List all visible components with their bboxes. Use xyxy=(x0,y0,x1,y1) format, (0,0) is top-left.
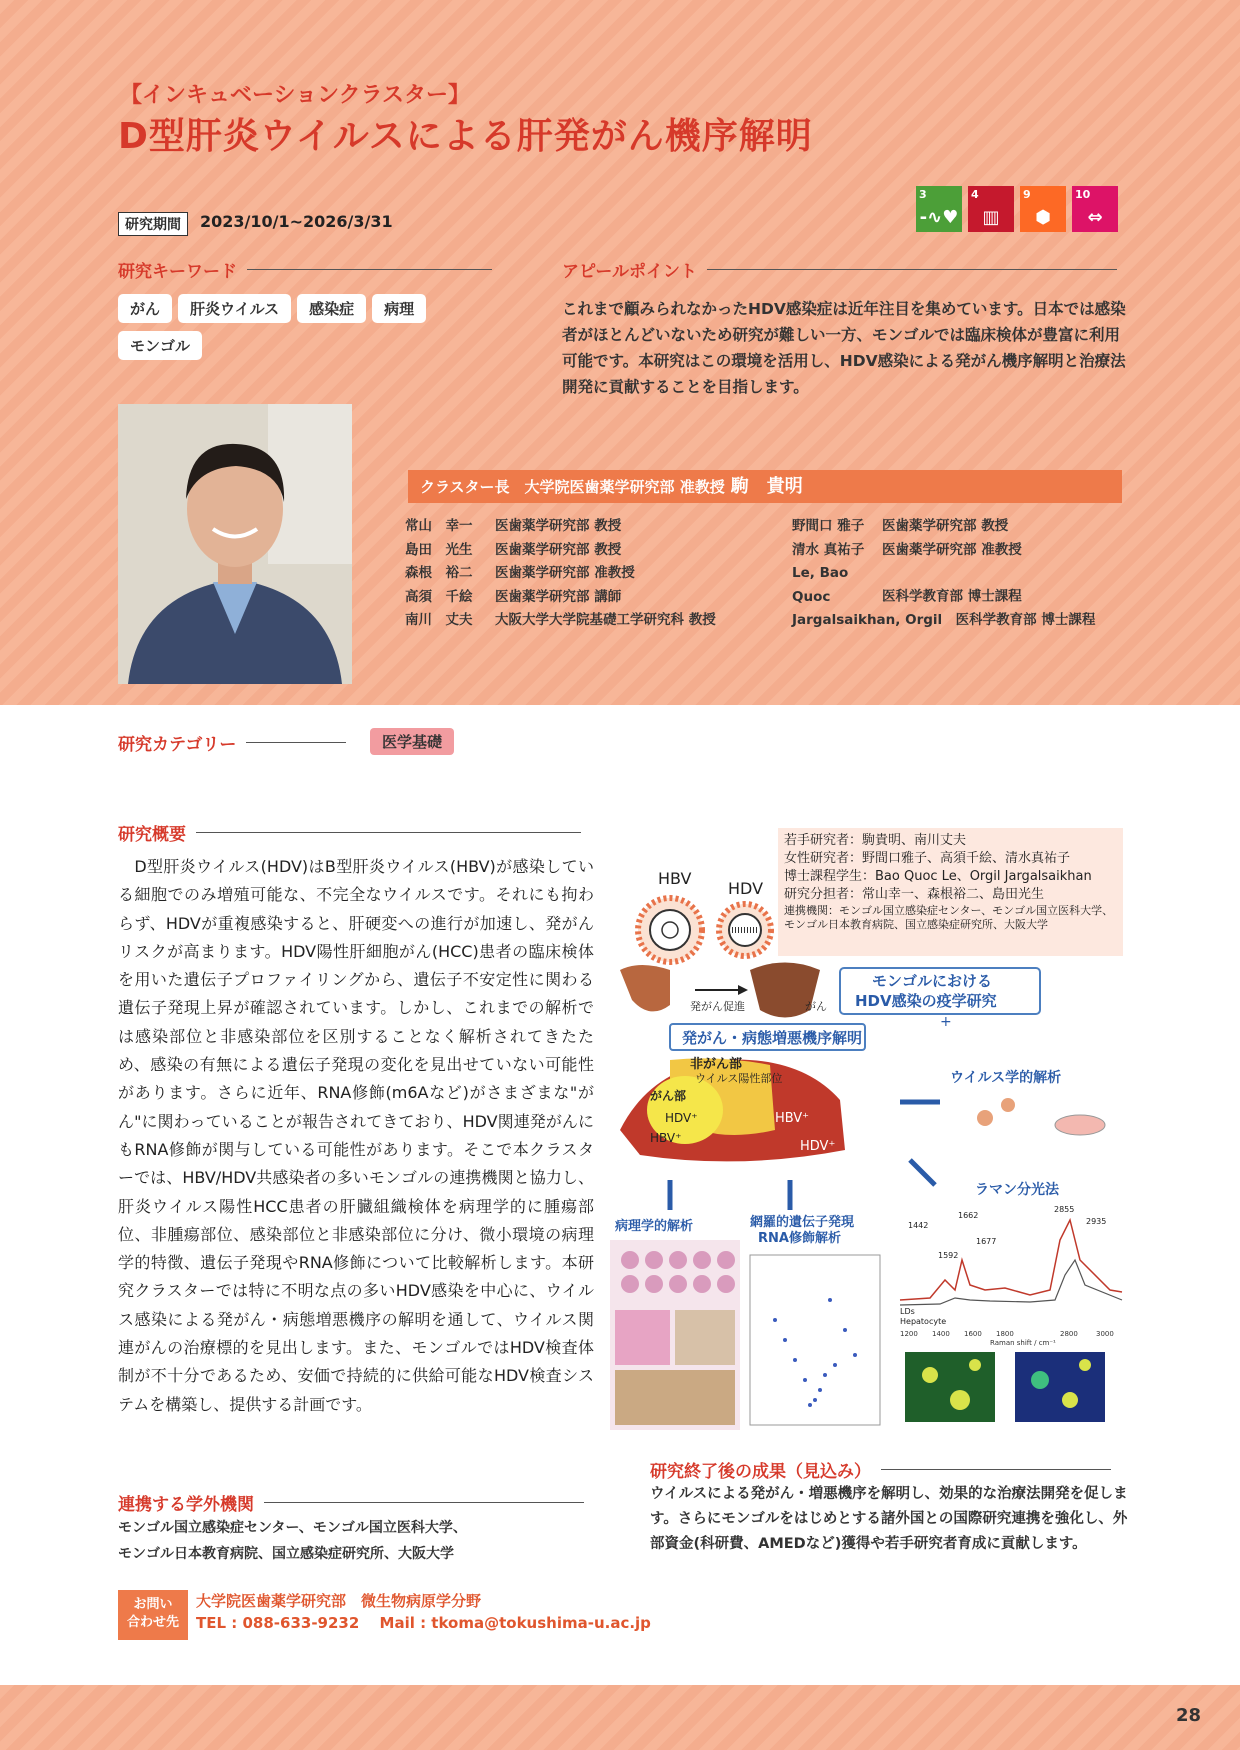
raman-peak: 1662 xyxy=(958,1211,979,1220)
info-line: 連携機関：モンゴル国立感染症センター、モンゴル国立医科大学、モンゴル日本教育病院、国立感染症研究所、大阪大学 xyxy=(784,904,1114,931)
carcinogenesis-label: 発がん促進 xyxy=(690,1000,745,1013)
he-stain-image xyxy=(615,1310,670,1365)
member-role: 医歯薬学研究部 講師 xyxy=(495,588,622,605)
raman-spectrum xyxy=(895,1215,1125,1315)
results-text: ウイルスによる発がん・増悪機序を解明し、効果的な治療法開発を促します。さらにモンゴルをはじめとする諸外国との国際研究連携を強化し、外部資金(科研費、AMEDなど)獲得や若手研究者育成に貢献します。 xyxy=(650,1486,1128,1552)
leader-name: 駒 貴明 xyxy=(730,476,803,497)
plus-sign: + xyxy=(940,1014,952,1030)
overview-body: D型肝炎ウイルス(HDV)はB型肝炎ウイルス(HBV)が感染している細胞でのみ増殖可能な、不完全なウイルスです。それにも拘わらず、HDVが重複感染すると、肝硬変への進行が加速し、発がんリスクが高まります。HDV陽性肝細胞がん(HCC)患者の臨床検体を用いた遺伝子プロファイリングから、遺伝子不安定性に関わる遺伝子発現上昇が確認されています。しかし、これまでの解析では感染部位と非感染部位を区別することなく解析されてきたため、感染の有無による遺伝子発現の変化を見出せていない可能性があります。さらに近年、RNA修飾(m6Aなど)がさまざまな"がん"に関わっていることが報告されてきており、HDV関連発がんにもRNA修飾が関与している可能性があります。そこで本クラスターでは、HBV/HDV共感染者の多いモンゴルの連携機関と協力し、肝炎ウイルス陽性HCC患者の肝臓組織検体を病理学的に腫瘍部位、非腫瘍部位、感染部位と非感染部位に分け、微小環境の病理学的特徴、遺伝子発現やRNA修飾について比較解析します。本研究クラスターでは特に不明な点の多いHDV感染を中心に、ウイルス感染による発がん・病態増悪機序の解明を通して、ウイルス関連がんの治療標的を見出します。また、モンゴルではHDV検査体制が不十分であるため、安価で持続的に供給可能なHDV検査システムを構築し、提供する計画です。 xyxy=(118,857,594,1414)
member-role: 医歯薬学研究部 教授 xyxy=(495,541,622,558)
keyword-tag: モンゴル xyxy=(118,331,202,360)
raman-label: ラマン分光法 xyxy=(975,1182,1059,1198)
virology-label: ウイルス学的解析 xyxy=(950,1070,1062,1086)
appeal-heading-text: アピールポイント xyxy=(562,262,697,282)
raman-peak: 1592 xyxy=(938,1251,959,1260)
leader-label: クラスター長 大学院医歯薬学研究部 准教授 xyxy=(420,478,725,496)
raman-peak: 2855 xyxy=(1054,1205,1075,1214)
category-heading-text: 研究カテゴリー xyxy=(118,735,237,755)
equality-icon: ⇔ xyxy=(1087,207,1103,228)
keyword-list xyxy=(118,294,438,360)
member-role: 医科学教育部 博士課程 xyxy=(882,588,1022,605)
member-row xyxy=(792,515,1132,539)
member-name: 島田 光生 xyxy=(405,541,473,558)
raman-xlabel: Raman shift / cm⁻¹ xyxy=(990,1339,1056,1347)
raman-peak: 1442 xyxy=(908,1221,929,1230)
raman-ticks xyxy=(900,1330,1114,1338)
contact-department: 大学院医歯薬学研究部 微生物病原学分野 xyxy=(196,1592,482,1610)
divider xyxy=(247,269,492,270)
partners-text xyxy=(118,1515,598,1567)
sdg-number: 4 xyxy=(971,188,979,201)
member-name: 野間口 雅子 xyxy=(792,518,865,534)
contact-label-line: 合わせ先 xyxy=(126,1615,179,1630)
genomics-label-1: 網羅的遺伝子発現 xyxy=(750,1215,855,1230)
cancer-part-label: がん部 xyxy=(650,1089,687,1103)
partners-heading-text: 連携する学外機関 xyxy=(118,1495,254,1515)
member-role: 医歯薬学研究部 准教授 xyxy=(882,541,1022,558)
member-role: 大阪大学大学院基礎工学研究科 教授 xyxy=(495,612,716,628)
member-name: 南川 丈夫 xyxy=(405,612,473,628)
cluster-type: 【インキュベーションクラスター】 xyxy=(120,83,471,108)
svg-text:2800: 2800 xyxy=(1060,1330,1078,1338)
raman-legend: LDs xyxy=(900,1307,915,1316)
book-icon: ▥ xyxy=(982,207,1000,228)
research-figure xyxy=(610,860,1130,1460)
contact-label xyxy=(118,1590,188,1640)
hbv-positive-label-2: HBV⁺ xyxy=(775,1111,810,1126)
footer-background xyxy=(0,1685,1240,1750)
raman-legend: Hepatocyte xyxy=(900,1317,947,1326)
info-line: 女性研究者：野間口雅子、高須千絵、清水真祐子 xyxy=(784,851,1071,866)
info-line: 博士課程学生：Bao Quoc Le、Orgil Jargalsaikhan xyxy=(784,869,1092,884)
period-label: 研究期間 xyxy=(118,212,188,236)
category-badge: 医学基礎 xyxy=(370,728,454,755)
overview-heading-text: 研究概要 xyxy=(118,825,186,845)
partners-line: モンゴル国立感染症センター、モンゴル国立医科大学、 xyxy=(118,1520,467,1536)
virus-particle-icon xyxy=(977,1110,993,1126)
raman-image-2 xyxy=(1015,1352,1105,1422)
hdv-label: HDV xyxy=(728,879,764,898)
contact-tel-mail[interactable]: TEL : 088-633-9232 Mail : tkoma@tokushima-u.ac.jp xyxy=(196,1614,651,1632)
member-name: 森根 裕二 xyxy=(405,565,473,581)
raman-peak: 1677 xyxy=(976,1237,997,1246)
divider xyxy=(881,1469,1111,1470)
member-name: Le, Bao Quoc xyxy=(792,565,849,605)
partners-heading xyxy=(118,1490,584,1515)
keyword-tag: 肝炎ウイルス xyxy=(178,294,291,323)
sdg-10-icon xyxy=(1072,186,1118,232)
appeal-heading xyxy=(562,257,1117,282)
svg-text:1400: 1400 xyxy=(932,1330,950,1338)
overview-text xyxy=(118,853,594,1419)
info-line: 研究分担者：常山幸一、森根裕二、島田光生 xyxy=(784,887,1045,902)
results-heading-text: 研究終了後の成果（見込み） xyxy=(650,1462,871,1482)
sdg-number: 9 xyxy=(1023,188,1031,201)
mongol-title-2: HDV感染の疫学研究 xyxy=(855,992,997,1010)
virus-particle-icon xyxy=(1001,1098,1015,1112)
sdg-9-icon xyxy=(1020,186,1066,232)
virus-positive-label: ウイルス陽性部位 xyxy=(695,1072,783,1085)
svg-text:1800: 1800 xyxy=(996,1330,1014,1338)
hbv-label: HBV xyxy=(658,869,692,888)
keyword-tag: 感染症 xyxy=(297,294,366,323)
sdg-3-icon xyxy=(916,186,962,232)
overview-heading xyxy=(118,820,581,845)
results-heading xyxy=(650,1457,1111,1482)
svg-text:3000: 3000 xyxy=(1096,1330,1114,1338)
divider xyxy=(707,269,1117,270)
hbv-virus-icon xyxy=(638,898,702,962)
page-title: D型肝炎ウイルスによる肝発がん機序解明 xyxy=(118,116,813,157)
member-role: 医歯薬学研究部 教授 xyxy=(882,518,1009,534)
leader-photo xyxy=(118,404,352,684)
member-row xyxy=(792,562,1132,609)
member-row xyxy=(405,515,785,539)
ihc-stain-image xyxy=(675,1310,735,1365)
svg-text:1600: 1600 xyxy=(964,1330,982,1338)
pathology-label: 病理学的解析 xyxy=(615,1219,694,1234)
sdg-icons xyxy=(916,186,1118,232)
hdv-positive-label-2: HDV⁺ xyxy=(800,1139,836,1154)
member-name: 清水 真祐子 xyxy=(792,541,865,558)
divider xyxy=(264,1502,584,1503)
partners-line: モンゴル日本教育病院、国立感染症研究所、大阪大学 xyxy=(118,1546,454,1562)
divider xyxy=(246,742,346,743)
keyword-tag: がん xyxy=(118,294,172,323)
member-list-left xyxy=(405,515,785,633)
cluster-leader-bar xyxy=(408,470,1122,503)
member-row xyxy=(405,586,785,610)
heart-pulse-icon: -∿♥ xyxy=(919,207,959,228)
raman-image-1 xyxy=(905,1352,995,1422)
cancer-label: がん xyxy=(805,1000,827,1013)
appeal-text: これまで顧みられなかったHDV感染症は近年注目を集めています。日本では感染者がほとんどいないため研究が難しい一方、モンゴルでは臨床検体が豊富に利用可能です。本研究はこの環境を活用し、HDV感染による発がん機序解明と治療法開発に貢献することを目指します。 xyxy=(562,300,1126,396)
member-role: 医科学教育部 博士課程 xyxy=(955,612,1096,628)
noncancer-label: 非がん部 xyxy=(690,1057,743,1072)
member-row xyxy=(405,609,785,633)
ihc-stain-image-2 xyxy=(615,1370,735,1425)
petri-dish-icon xyxy=(1055,1115,1105,1135)
genomics-label-2: RNA修飾解析 xyxy=(758,1231,841,1246)
info-line: 若手研究者：駒貴明、南川丈夫 xyxy=(784,833,967,848)
cubes-icon: ⬢ xyxy=(1035,207,1051,228)
mechanism-label: 発がん・病態増悪機序解明 xyxy=(682,1029,863,1047)
divider xyxy=(196,832,581,833)
contact-label-line: お問い xyxy=(133,1597,173,1612)
keywords-heading-text: 研究キーワード xyxy=(118,262,237,282)
member-name: Jargalsaikhan, Orgil xyxy=(792,612,943,628)
member-name: 高須 千絵 xyxy=(405,588,473,605)
member-row xyxy=(405,562,785,586)
member-row xyxy=(792,609,1132,633)
member-row xyxy=(792,539,1132,563)
diagonal-arrow-icon xyxy=(910,1160,935,1185)
sdg-number: 3 xyxy=(919,188,927,201)
member-name: 常山 幸一 xyxy=(405,518,473,534)
hbv-positive-label-1: HBV⁺ xyxy=(650,1131,682,1145)
period-value: 2023/10/1~2026/3/31 xyxy=(200,212,393,231)
mongol-title-1: モンゴルにおける xyxy=(872,972,993,990)
raman-peak: 2935 xyxy=(1086,1217,1107,1226)
arrowhead-icon xyxy=(738,985,748,995)
keyword-tag: 病理 xyxy=(372,294,426,323)
svg-text:1200: 1200 xyxy=(900,1330,918,1338)
hdv-positive-label-1: HDV⁺ xyxy=(665,1111,698,1125)
member-list-right xyxy=(792,515,1132,633)
member-role: 医歯薬学研究部 准教授 xyxy=(495,565,635,581)
portrait-illustration xyxy=(118,404,352,684)
member-role: 医歯薬学研究部 教授 xyxy=(495,518,622,534)
liver-normal-icon xyxy=(620,965,670,1011)
hdv-virus-icon xyxy=(719,904,771,956)
member-row xyxy=(405,539,785,563)
sdg-number: 10 xyxy=(1075,188,1091,201)
category-heading xyxy=(118,730,346,755)
keywords-heading xyxy=(118,257,492,282)
page-number: 28 xyxy=(1176,1705,1202,1726)
sdg-4-icon xyxy=(968,186,1014,232)
